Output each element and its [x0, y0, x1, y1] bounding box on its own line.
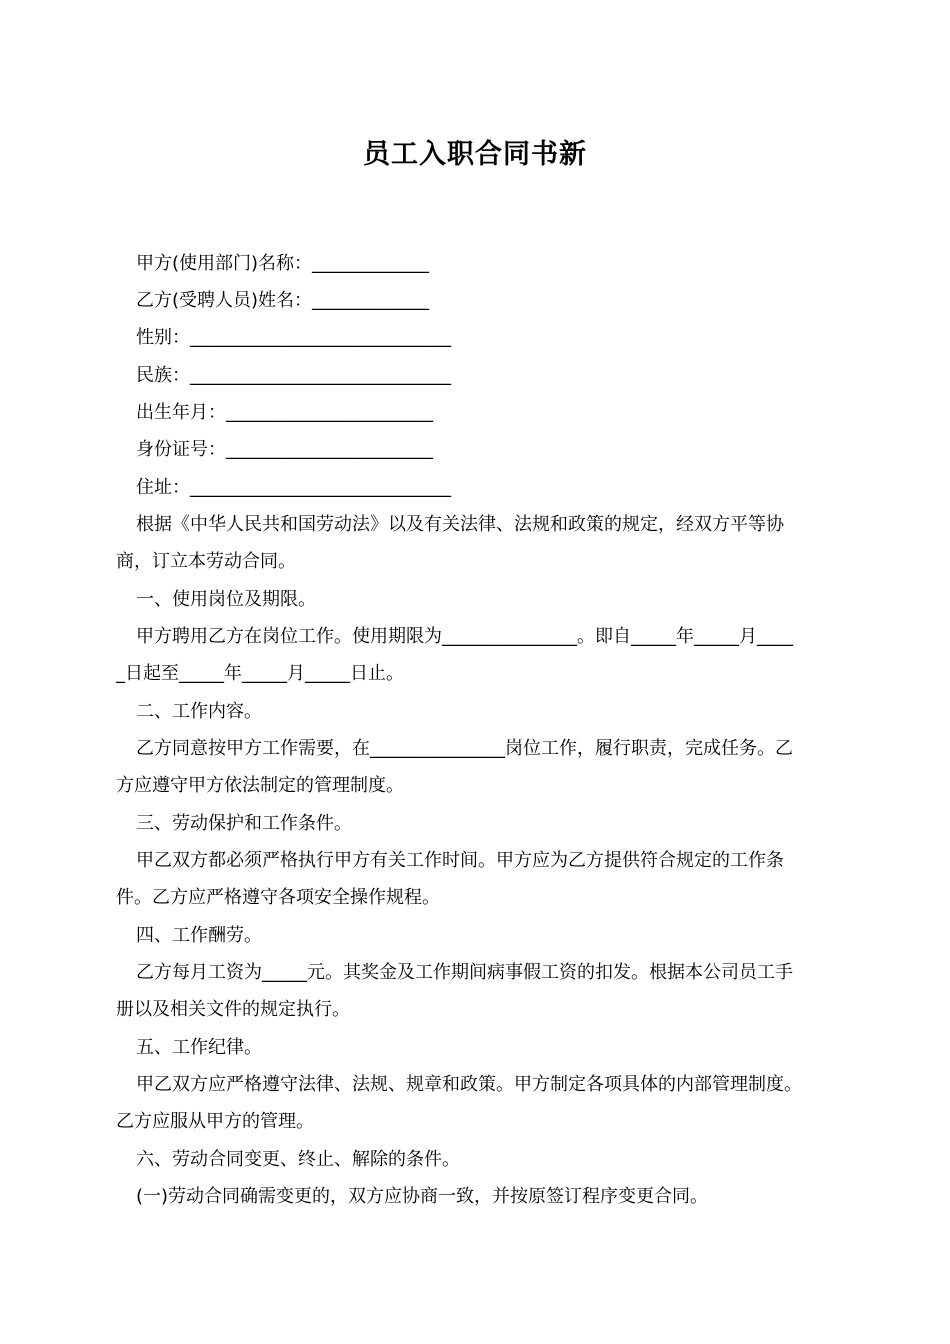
section-heading: 二、工作内容。	[136, 701, 262, 722]
paragraph-line: 方应遵守甲方依法制定的管理制度。	[116, 775, 404, 796]
party-b-name-field: 乙方(受聘人员)姓名：_____________	[136, 290, 430, 311]
id-number-field: 身份证号：_______________________	[136, 439, 433, 460]
preamble-paragraph-line: 商，订立本劳动合同。	[116, 551, 296, 572]
paragraph-line: 乙方应服从甲方的管理。	[116, 1111, 314, 1132]
document-title: 员工入职合同书新	[363, 139, 587, 170]
birth-date-field: 出生年月：_______________________	[136, 402, 433, 423]
clause-line: (一)劳动合同确需变更的，双方应协商一致，并按原签订程序变更合同。	[136, 1186, 709, 1207]
paragraph-line: 乙方每月工资为_____元。其奖金及工作期间病事假工资的扣发。根据本公司员工手	[136, 962, 793, 983]
party-a-name-field: 甲方(使用部门)名称：_____________	[136, 253, 430, 274]
section-heading: 四、工作酬劳。	[136, 925, 262, 946]
preamble-paragraph-line: 根据《中华人民共和国劳动法》以及有关法律、法规和政策的规定，经双方平等协	[136, 514, 784, 535]
gender-field: 性别：_____________________________	[136, 327, 451, 348]
paragraph-line: 乙方同意按甲方工作需要，在_______________岗位工作，履行职责，完成任务。乙	[136, 738, 793, 759]
paragraph-line: 件。乙方应严格遵守各项安全操作规程。	[116, 887, 440, 908]
paragraph-line: 甲乙双方应严格遵守法律、法规、规章和政策。甲方制定各项具体的内部管理制度。	[136, 1074, 802, 1095]
paragraph-line: _日起至_____年_____月_____日止。	[116, 663, 404, 684]
section-heading: 五、工作纪律。	[136, 1037, 262, 1058]
section-heading: 六、劳动合同变更、终止、解除的条件。	[136, 1149, 460, 1170]
ethnicity-field: 民族：_____________________________	[136, 365, 451, 386]
paragraph-line: 册以及相关文件的规定执行。	[116, 999, 350, 1020]
address-field: 住址：_____________________________	[136, 477, 451, 498]
paragraph-line: 甲乙双方都必须严格执行甲方有关工作时间。甲方应为乙方提供符合规定的工作条	[136, 850, 784, 871]
section-heading: 一、使用岗位及期限。	[136, 589, 316, 610]
section-heading: 三、劳动保护和工作条件。	[136, 813, 352, 834]
paragraph-line: 甲方聘用乙方在岗位工作。使用期限为_______________。即自_____年_____月____	[136, 626, 793, 647]
